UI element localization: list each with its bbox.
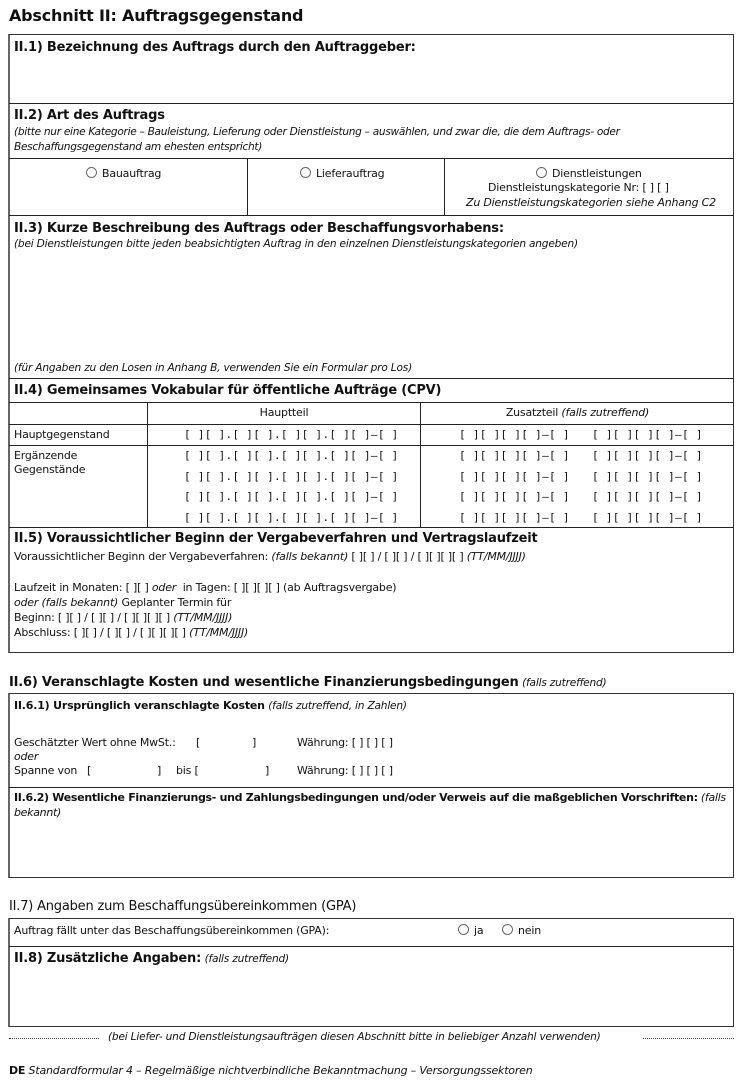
begin-date-field[interactable]: [ ][ ] / [ ][ ] / [ ][ ][ ][ ] [57,611,170,624]
cpv-supp-extra-3b[interactable]: [ ][ ][ ][ ]–[ ] [592,490,703,503]
estimate-currency-row: Währung: [ ] [ ] [ ] [297,736,393,749]
range-to-input[interactable] [204,763,264,777]
form-footer: DE Standardformular 4 – Regelmäßige nichtverbindliche Bekanntmachung – Versorgungssektoren [9,1064,533,1077]
cpv-main-extra-2[interactable]: [ ][ ][ ][ ]–[ ] [592,428,703,441]
radio-dienstleistungen-icon[interactable] [536,167,547,178]
gpa-question: Auftrag fällt unter das Beschaffungsübereinkommen (GPA): [14,924,330,937]
section-II-1-label: II.1) Bezeichnung des Auftrags durch den Auftraggeber: [14,40,416,55]
cpv-row-supp-label-1: Ergänzende [14,449,78,462]
section-II-3-hint: (bei Dienstleistungen bitte jeden beabsichtigten Auftrag in den einzelnen Dienstleistungskategorien angeben) [14,238,578,250]
range-to-label: bis [ [176,764,199,777]
option-bauauftrag[interactable]: Bauauftrag [86,167,161,180]
dotted-rule-left [9,1038,99,1039]
cpv-supp-code-2[interactable]: [ ][ ].[ ][ ].[ ][ ].[ ][ ]–[ ] [184,470,399,483]
planned-date-row: oder (falls bekannt) Geplanter Termin für [14,596,232,609]
or-label: oder [14,750,39,763]
begin-date-row: Beginn: [ ][ ] / [ ][ ] / [ ][ ][ ][ ] (TT/MM/JJJJ) [14,611,233,624]
cpv-supp-extra-2b[interactable]: [ ][ ][ ][ ]–[ ] [592,470,703,483]
range-from-input[interactable] [93,763,155,777]
radio-bauauftrag-icon[interactable] [86,167,97,178]
designation-input[interactable] [10,58,732,102]
range-from-bracket-close: ] [157,764,162,777]
range-from-bracket-open: [ [87,764,92,777]
cpv-supp-code-1[interactable]: [ ][ ].[ ][ ].[ ][ ].[ ][ ]–[ ] [184,449,399,462]
cpv-row-supp-label-2: Gegenstände [14,463,86,476]
duration-months-field[interactable]: [ ][ ] [125,581,149,594]
section-II-5-label: II.5) Voraussichtlicher Beginn der Vergabeverfahren und Vertragslaufzeit [14,531,538,546]
end-date-field[interactable]: [ ][ ] / [ ][ ] / [ ][ ][ ][ ] [73,626,186,639]
estimate-bracket-open: [ [196,736,201,749]
section-II-2-label: II.2) Art des Auftrags [14,108,165,123]
range-currency-field[interactable]: [ ] [ ] [ ] [351,764,393,777]
radio-yes-icon[interactable] [458,924,469,935]
option-dienstleistungen[interactable]: Dienstleistungen [536,167,642,180]
section-II-3-footnote: (für Angaben zu den Losen in Anhang B, verwenden Sie ein Formular pro Los) [14,362,413,374]
range-to-bracket-close: ] [265,764,270,777]
estimate-value-input[interactable] [202,735,250,749]
cpv-supp-extra-4b[interactable]: [ ][ ][ ][ ]–[ ] [592,511,703,524]
cpv-supp-extra-1a[interactable]: [ ][ ][ ][ ]–[ ] [459,449,570,462]
section-II-7-label: II.7) Angaben zum Beschaffungsübereinkommen (GPA) [9,899,357,914]
option-lieferauftrag[interactable]: Lieferauftrag [300,167,384,180]
repeat-note: (bei Liefer- und Dienstleistungsaufträgen diesen Abschnitt bitte in beliebiger Anzahl verwenden) [108,1031,601,1043]
page-title: Abschnitt II: Auftragsgegenstand [9,6,304,25]
cpv-supp-code-3[interactable]: [ ][ ].[ ][ ].[ ][ ].[ ][ ]–[ ] [184,490,399,503]
radio-lieferauftrag-icon[interactable] [300,167,311,178]
range-from-label: Spanne von [14,764,78,777]
gpa-option-yes[interactable]: ja [458,924,483,937]
end-date-row: Abschluss: [ ][ ] / [ ][ ] / [ ][ ][ ][ ] (TT/MM/JJJJ) [14,626,249,639]
service-category-field[interactable]: Dienstleistungskategorie Nr: [ ] [ ] [488,181,669,194]
cpv-supp-extra-4a[interactable]: [ ][ ][ ][ ]–[ ] [459,511,570,524]
cpv-row-main-label: Hauptgegenstand [14,428,110,441]
section-II-6-1-header: II.6.1) Ursprünglich veranschlagte Kosten (falls zutreffend, in Zahlen) [14,699,407,712]
cpv-supp-extra-1b[interactable]: [ ][ ][ ][ ]–[ ] [592,449,703,462]
section-II-4-label: II.4) Gemeinsames Vokabular für öffentliche Aufträge (CPV) [14,383,442,398]
description-input[interactable] [10,254,732,358]
section-II-6-header: II.6) Veranschlagte Kosten und wesentliche Finanzierungsbedingungen (falls zutreffend) [9,675,607,690]
section-II-3-label: II.3) Kurze Beschreibung des Auftrags oder Beschaffungsvorhabens: [14,221,504,236]
estimate-label: Geschätzter Wert ohne MwSt.: [14,736,176,749]
gpa-option-no[interactable]: nein [502,924,541,937]
dotted-rule-right [643,1038,734,1039]
procedure-start-row: Voraussichtlicher Beginn der Vergabeverfahren: (falls bekannt) [ ][ ] / [ ][ ] / [ ][ ][ ][ ] (TT/MM/JJJJ) [14,550,526,563]
cpv-supp-code-4[interactable]: [ ][ ].[ ][ ].[ ][ ].[ ][ ]–[ ] [184,511,399,524]
procedure-start-date-field[interactable]: [ ][ ] / [ ][ ] / [ ][ ][ ][ ] [351,550,464,563]
cpv-col-main: Hauptteil [259,406,309,419]
cpv-supp-extra-2a[interactable]: [ ][ ][ ][ ]–[ ] [459,470,570,483]
duration-row: Laufzeit in Monaten: [ ][ ] oder in Tagen: [ ][ ][ ][ ] (ab Auftragsvergabe) [14,581,397,594]
cpv-col-extra: Zusatzteil (falls zutreffend) [505,406,650,419]
additional-info-input[interactable] [10,970,732,1025]
financing-conditions-input[interactable] [10,822,732,876]
section-II-8-header: II.8) Zusätzliche Angaben: (falls zutreffend) [14,951,289,966]
cpv-main-code[interactable]: [ ][ ].[ ][ ].[ ][ ].[ ][ ]–[ ] [184,428,399,441]
cpv-main-extra-1[interactable]: [ ][ ][ ][ ]–[ ] [459,428,570,441]
radio-no-icon[interactable] [502,924,513,935]
section-II-2-hint: (bitte nur eine Kategorie – Bauleistung, Lieferung oder Dienstleistung – auswählen, und zwar die, die dem Auftrags- oder Beschaffungsgegenstand am ehesten entspricht) [14,126,620,153]
section-II-6-2-header: II.6.2) Wesentliche Finanzierungs- und Zahlungsbedingungen und/oder Verweis auf die maßgeblichen Vorschriften: (falls bekannt) [14,791,726,819]
estimate-currency-field[interactable]: [ ] [ ] [ ] [351,736,393,749]
estimate-bracket-close: ] [252,736,257,749]
range-currency-row: Währung: [ ] [ ] [ ] [297,764,393,777]
cpv-supp-extra-3a[interactable]: [ ][ ][ ][ ]–[ ] [459,490,570,503]
service-category-note: Zu Dienstleistungskategorien siehe Anhang C2 [466,196,716,209]
duration-days-field[interactable]: [ ][ ][ ][ ] [233,581,280,594]
